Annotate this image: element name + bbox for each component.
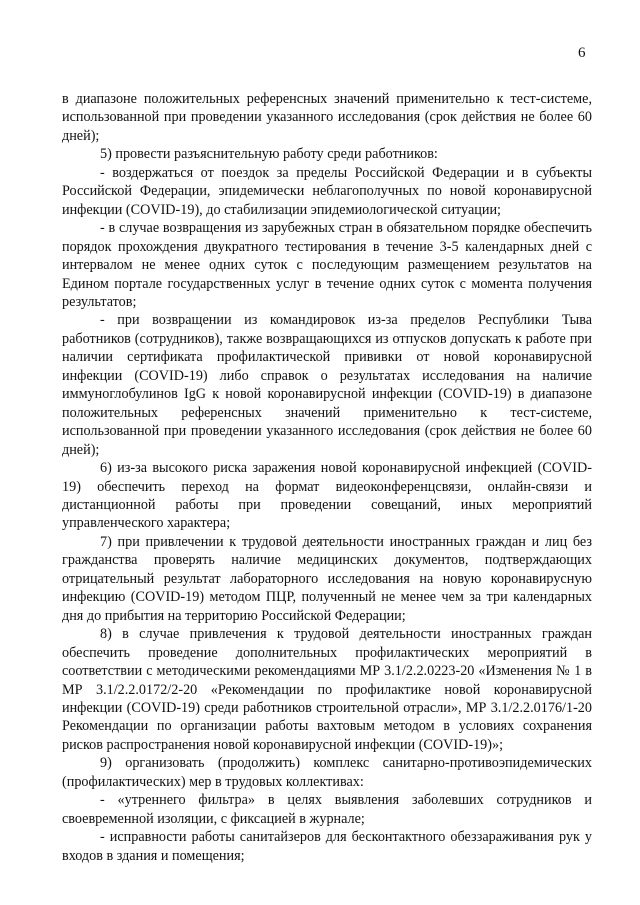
paragraph: - при возвращении из командировок из-за пределов Республики Тыва работников (сотрудников), также возвращающихся из отпусков допускать к работе при наличии сертификата профилактической прививки от новой коронавирусной инфекции (COVID-19) либо справок о результатах исследования на наличие иммуноглобулинов IgG к новой коронавирусной инфекции (COVID-19) в диапазоне положительных референсных значений применительно к тест-системе, использованной при проведении указанного исследования (срок действия не более 60 дней);	[62, 312, 592, 458]
paragraph: 7) при привлечении к трудовой деятельности иностранных граждан и лиц без гражданства проверять наличие медицинских документов, подтверждающих отрицательный результат лабораторного исследования на новую коронавирусную инфекцию (COVID-19) методом ПЦР, полученный не менее чем за три календарных дня до прибытия на территорию Российской Федерации;	[62, 533, 592, 624]
paragraph: 8) в случае привлечения к трудовой деятельности иностранных граждан обеспечить проведение дополнительных профилактических мероприятий в соответствии с методическими рекомендациями МР 3.1/2.2.0223-20 «Изменения № 1 в МР 3.1/2.2.0172/2-20 «Рекомендации по профилактике новой коронавирусной инфекции (COVID-19) среди работников строительной отрасли», МР 3.1/2.2.0176/1-20 Рекомендации по организации работы вахтовым методом в условиях сохранения рисков распространения новой коронавирусной инфекции (COVID-19)»;	[62, 626, 592, 753]
page-number: 6	[578, 45, 586, 61]
paragraph: в диапазоне положительных референсных значений применительно к тест-системе, использованной при проведении указанного исследования (срок действия не более 60 дней);	[62, 91, 592, 144]
paragraph: - «утреннего фильтра» в целях выявления заболевших сотрудников и своевременной изоляции, с фиксацией в журнале;	[62, 792, 592, 827]
paragraph: 6) из-за высокого риска заражения новой коронавирусной инфекцией (COVID-19) обеспечить переход на формат видеоконференцсвязи, онлайн-связи и дистанционной работы при проведении совещаний, иных мероприятий управленческого характера;	[62, 460, 592, 532]
paragraph: 9) организовать (продолжить) комплекс санитарно-противоэпидемических (профилактических) мер в трудовых коллективах:	[62, 755, 592, 790]
document-body	[62, 90, 592, 865]
paragraph: - воздержаться от поездок за пределы Российской Федерации и в субъекты Российской Федерации, эпидемически неблагополучных по новой коронавирусной инфекции (COVID-19), до стабилизации эпидемиологической ситуации;	[62, 164, 592, 218]
paragraph: - исправности работы санитайзеров для бесконтактного обеззараживания рук у входов в здания и помещения;	[62, 829, 592, 864]
paragraph: 5) провести разъяснительную работу среди работников:	[100, 146, 438, 163]
paragraph: - в случае возвращения из зарубежных стран в обязательном порядке обеспечить порядок прохождения двукратного тестирования в течение 3-5 календарных дней с интервалом не менее одних суток с последующим размещением результатов на Едином портале государственных услуг в течение одних суток с момента получения результатов;	[62, 220, 592, 310]
